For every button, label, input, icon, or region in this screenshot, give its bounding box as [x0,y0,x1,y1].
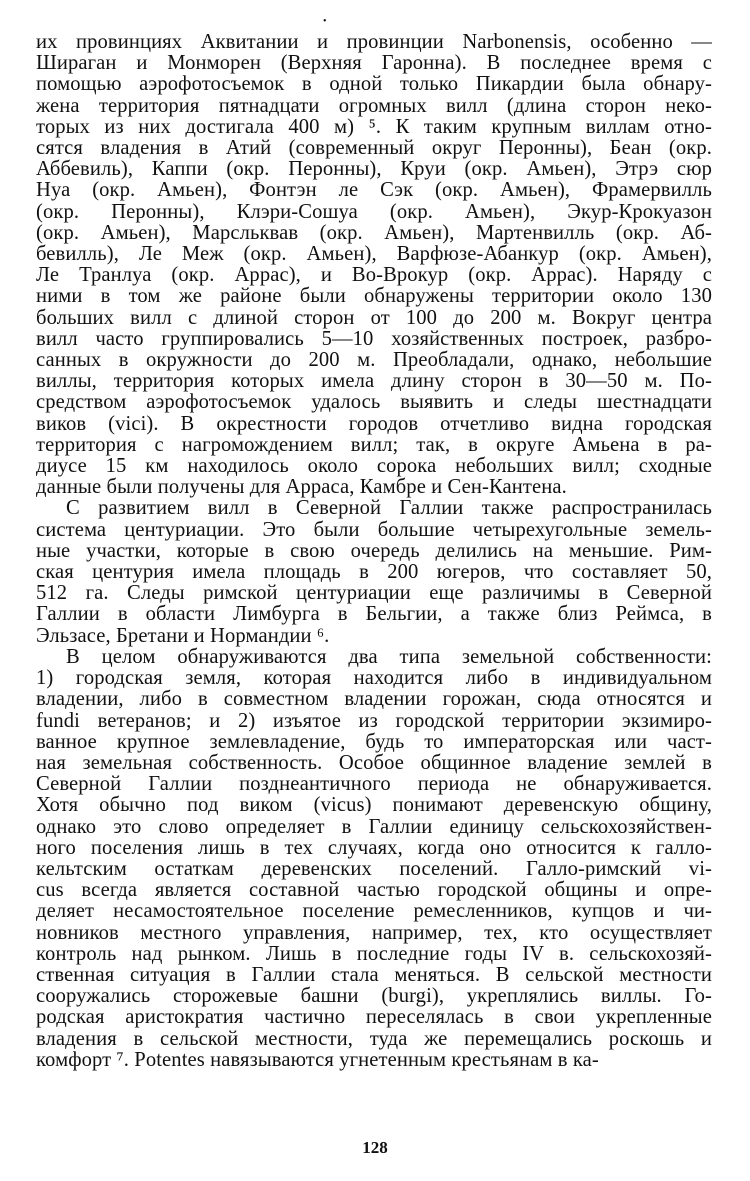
text-line: 1) городская земля, которая находится либо в индивидуальном [36,668,712,690]
text-line: родская аристократия частично переселялась в свои укрепленные [36,1007,712,1029]
text-line: владении, либо в совместном владении горожан, сюда относятся и [36,689,712,711]
text-line: Ле Транлуа (окр. Аррас), и Во-Врокур (окр. Аррас). Наряду с [36,265,712,287]
text-line: (окр. Перонны), Клэри-Сошуа (окр. Амьен), Экур-Крокуазон [36,201,712,223]
text-line: ные участки, которые в свою очередь делились на меньшие. Рим- [36,540,712,562]
page-number: 128 [362,1138,388,1157]
text-line: Северной Галлии позднеантичного периода не обнаруживается. [36,774,712,796]
text-line: санных в окружности до 200 м. Преобладали, однако, небольшие [36,350,712,372]
text-line: В целом обнаруживаются два типа земельной собственности: [66,646,712,668]
text-line: 512 га. Следы римской центуриации еще различимы в Северной [36,583,712,605]
text-line: Эльзасе, Бретани и Нормандии ⁶. [36,625,330,647]
print-mark: • [323,16,327,27]
text-line: больших вилл с длиной сторон от 100 до 200 м. Вокруг центра [36,307,712,329]
text-line: fundi ветеранов; и 2) изъятое из городской территории экзимиро- [36,710,712,732]
text-line: комфорт ⁷. Potentes навязываются угнетенным крестьянам в ка- [36,1049,599,1071]
text-line: Нуа (окр. Амьен), Фонтэн ле Сэк (окр. Амьен), Фрамервилль [36,180,712,202]
text-line: сятся владения в Атий (современный округ Перонны), Беан (окр. [36,138,712,160]
text-line: бевилль), Ле Меж (окр. Амьен), Варфюзе-Абанкур (окр. Амьен), [36,244,712,266]
text-line: помощью аэрофотосъемок в одной только Пикардии была обнару- [36,74,712,96]
text-line: виков (vici). В окрестности городов отчетливо видна городская [36,413,712,435]
text-line: территория с нагромождением вилл; так, в округе Амьена в ра- [36,434,712,456]
text-line: ская центурия имела площадь в 200 югеров, что составляет 50, [36,562,712,584]
text-line: система центуриации. Это были большие четырехугольные земель- [36,519,712,541]
text-line: вилл часто группировались 5—10 хозяйственных построек, разбро- [36,328,712,350]
text-line: Галлии в области Лимбурга в Бельгии, а также близ Реймса, в [36,604,712,626]
paragraph [36,498,712,646]
text-line: их провинциях Аквитании и провинции Narbonensis, особенно — [36,32,712,53]
text-line: ного поселения лишь в тех случаях, когда оно относится к галло- [36,837,712,859]
text-line: диусе 15 км находилось около сорока небольших вилл; сходные [36,456,712,478]
body-text [36,32,712,1071]
text-line: однако это слово определяет в Галлии единицу сельскохозяйствен- [36,816,712,838]
text-line: торых из них достигала 400 м) ⁵. К таким крупным виллам отно- [36,116,712,138]
text-line: ственная ситуация в Галлии стала меняться. В сельской местности [36,964,712,986]
text-line: владения в сельской местности, туда же перемещались роскошь и [36,1028,712,1050]
text-line: Шираган и Монморен (Верхняя Гаронна). В последнее время с [36,53,712,75]
text-line: ванное крупное землевладение, будь то императорская или част- [36,731,712,753]
text-line: контроль над рынком. Лишь в последние годы IV в. сельскохозяй- [36,943,712,965]
text-line: деляет несамостоятельное поселение ремесленников, купцов и чи- [36,901,712,923]
text-line: Аббевиль), Каппи (окр. Перонны), Круи (окр. Амьен), Этрэ сюр [36,159,712,181]
text-line: С развитием вилл в Северной Галлии также распространилась [66,498,712,520]
text-line: средством аэрофотосъемок удалось выявить и следы шестнадцати [36,392,712,414]
text-line: (окр. Амьен), Марсльквав (окр. Амьен), Мартенвилль (окр. Аб- [36,222,712,244]
text-line: Хотя обычно под виком (vicus) понимают деревенскую общину, [36,795,712,817]
text-line: ними в том же районе были обнаружены территории около 130 [36,286,712,308]
text-line: новников местного управления, например, тех, кто осуществляет [36,922,712,944]
text-line: кельтским остаткам деревенских поселений. Галло-римский vi- [36,858,712,880]
paragraph [36,32,712,498]
text-line: жена территория пятнадцати огромных вилл (длина сторон неко- [36,95,712,117]
paragraph [36,647,712,1071]
text-line: ная земельная собственность. Особое общинное владение землей в [36,752,712,774]
text-line: данные были получены для Арраса, Камбре и Сен-Кантена. [36,477,567,499]
text-line: cus всегда является составной частью городской общины и опре- [36,880,712,902]
text-line: сооружались сторожевые башни (burgi), укреплялись виллы. Го- [36,986,712,1008]
text-line: виллы, территория которых имела длину сторон в 30—50 м. По- [36,371,712,393]
